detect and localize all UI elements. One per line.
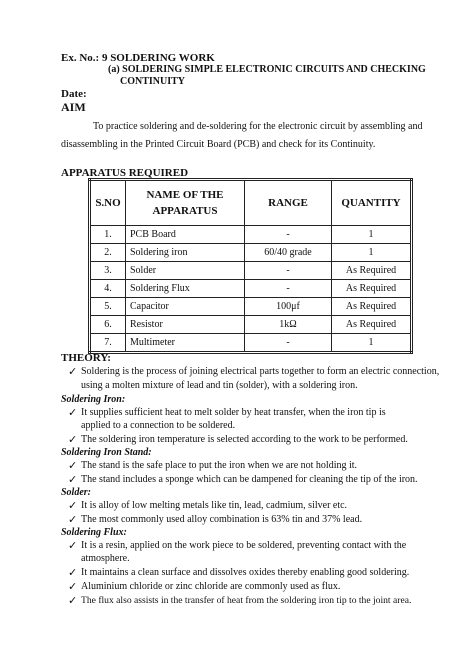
table-row bbox=[90, 226, 412, 244]
exercise-title: Ex. No.: 9 SOLDERING WORK bbox=[61, 52, 215, 64]
checkmark-icon: ✓ bbox=[68, 580, 78, 593]
subtitle-line-1: (a) SOLDERING SIMPLE ELECTRONIC CIRCUITS AND CHECKING bbox=[108, 64, 426, 75]
cell-range: 1kΩ bbox=[245, 316, 332, 334]
cell-qty: 1 bbox=[332, 226, 412, 244]
checkmark-icon: ✓ bbox=[68, 433, 78, 446]
stand-heading: Soldering Iron Stand: bbox=[61, 447, 152, 458]
cell-range: - bbox=[245, 226, 332, 244]
cell-range: 100μf bbox=[245, 298, 332, 316]
cell-name: Capacitor bbox=[126, 298, 245, 316]
checkmark-icon: ✓ bbox=[68, 594, 78, 607]
col-name bbox=[126, 180, 245, 226]
stand-p2: The stand includes a sponge which can be dampened for cleaning the tip of the iron. bbox=[81, 474, 418, 485]
subtitle-line-2: CONTINUITY bbox=[120, 76, 186, 87]
cell-range: - bbox=[245, 262, 332, 280]
stand-p1: The stand is the safe place to put the iron when we are not holding it. bbox=[81, 460, 358, 471]
cell-name: Resistor bbox=[126, 316, 245, 334]
checkmark-icon: ✓ bbox=[68, 539, 78, 552]
table-row bbox=[90, 334, 412, 353]
apparatus-table bbox=[88, 178, 413, 354]
checkmark-icon: ✓ bbox=[68, 473, 78, 486]
cell-sno: 2. bbox=[90, 244, 126, 262]
cell-qty: As Required bbox=[332, 262, 412, 280]
table-row bbox=[90, 298, 412, 316]
aim-line-1: To practice soldering and de-soldering for the electronic circuit by assembling and bbox=[93, 121, 423, 132]
table-row bbox=[90, 316, 412, 334]
cell-sno: 5. bbox=[90, 298, 126, 316]
cell-sno: 3. bbox=[90, 262, 126, 280]
cell-qty: 1 bbox=[332, 244, 412, 262]
cell-sno: 6. bbox=[90, 316, 126, 334]
solder-p2: The most commonly used alloy combination is 63% tin and 37% lead. bbox=[81, 514, 363, 525]
aim-heading: AIM bbox=[61, 100, 86, 114]
iron-p1-line-1: It supplies sufficient heat to melt solder by heat transfer, when the iron tip is bbox=[81, 407, 386, 418]
col-name-line-2: APPARATUS bbox=[152, 205, 218, 217]
theory-intro-line-1: Soldering is the process of joining electrical parts together to form an electric connection, bbox=[81, 366, 440, 377]
solder-heading: Solder: bbox=[61, 487, 91, 498]
checkmark-icon: ✓ bbox=[68, 365, 78, 378]
col-quantity: QUANTITY bbox=[332, 180, 412, 226]
cell-sno: 7. bbox=[90, 334, 126, 353]
table-header-row bbox=[90, 180, 412, 226]
flux-p2: It maintains a clean surface and dissolves oxides thereby enabling good soldering. bbox=[81, 567, 410, 578]
flux-p3: Aluminium chloride or zinc chloride are commonly used as flux. bbox=[81, 581, 341, 592]
checkmark-icon: ✓ bbox=[68, 406, 78, 419]
cell-name: Solder bbox=[126, 262, 245, 280]
cell-name: PCB Board bbox=[126, 226, 245, 244]
date-label: Date: bbox=[61, 88, 87, 100]
checkmark-icon: ✓ bbox=[68, 513, 78, 526]
theory-heading: THEORY: bbox=[61, 352, 111, 364]
cell-qty: 1 bbox=[332, 334, 412, 353]
col-sno: S.NO bbox=[90, 180, 126, 226]
flux-p4: The flux also assists in the transfer of heat from the soldering iron tip to the joint area. bbox=[81, 595, 412, 606]
cell-range: 60/40 grade bbox=[245, 244, 332, 262]
cell-range: - bbox=[245, 280, 332, 298]
cell-range: - bbox=[245, 334, 332, 353]
cell-sno: 4. bbox=[90, 280, 126, 298]
iron-heading: Soldering Iron: bbox=[61, 394, 126, 405]
checkmark-icon: ✓ bbox=[68, 459, 78, 472]
iron-p1-line-2: applied to a connection to be soldered. bbox=[81, 420, 236, 431]
table-row bbox=[90, 262, 412, 280]
cell-sno: 1. bbox=[90, 226, 126, 244]
iron-p2: The soldering iron temperature is selected according to the work to be performed. bbox=[81, 434, 408, 445]
theory-intro-line-2: using a molten mixture of lead and tin (solder), with a soldering iron. bbox=[81, 380, 358, 391]
col-name-line-1: NAME OF THE bbox=[146, 189, 224, 201]
flux-p1-line-1: It is a resin, applied on the work piece to be soldered, preventing contact with the bbox=[81, 540, 407, 551]
cell-qty: As Required bbox=[332, 316, 412, 334]
checkmark-icon: ✓ bbox=[68, 499, 78, 512]
cell-name: Soldering iron bbox=[126, 244, 245, 262]
aim-line-2: disassembling in the Printed Circuit Board (PCB) and check for its Continuity. bbox=[61, 139, 376, 150]
flux-heading: Soldering Flux: bbox=[61, 527, 127, 538]
solder-p1: It is alloy of low melting metals like tin, lead, cadmium, silver etc. bbox=[81, 500, 348, 511]
checkmark-icon: ✓ bbox=[68, 566, 78, 579]
table-row bbox=[90, 280, 412, 298]
cell-name: Multimeter bbox=[126, 334, 245, 353]
table-row bbox=[90, 244, 412, 262]
flux-p1-line-2: atmosphere. bbox=[81, 553, 130, 564]
cell-qty: As Required bbox=[332, 298, 412, 316]
cell-name: Soldering Flux bbox=[126, 280, 245, 298]
apparatus-heading: APPARATUS REQUIRED bbox=[61, 167, 189, 179]
cell-qty: As Required bbox=[332, 280, 412, 298]
col-range: RANGE bbox=[245, 180, 332, 226]
